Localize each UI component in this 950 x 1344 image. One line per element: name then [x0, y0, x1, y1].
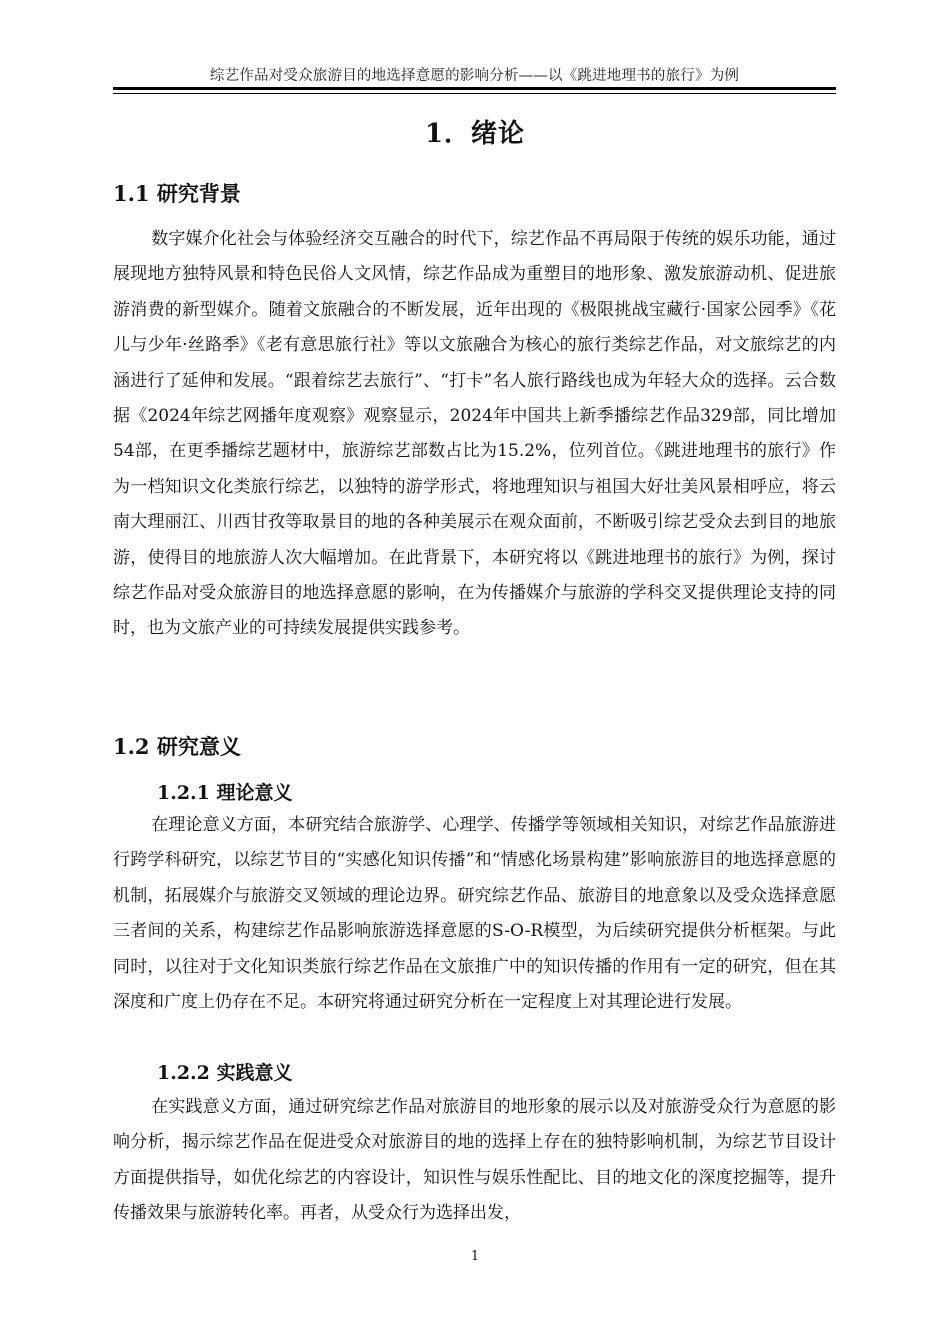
section-heading-1-1: 1.1 研究背景 [113, 181, 241, 206]
paragraph-research-background: 数字媒介化社会与体验经济交互融合的时代下，综艺作品不再局限于传统的娱乐功能，通过展现地方独特风景和特色民俗人文风情，综艺作品成为重塑目的地形象、激发旅游动机、促进旅游消费的新型媒介。随着文旅融合的不断发展，近年出现的《极限挑战宝藏行·国家公园季》《花儿与少年·丝路季》《老有意思旅行社》等以文旅融合为核心的旅行类综艺作品，对文旅综艺的内涵进行了延伸和发展。“跟着综艺去旅行”、“打卡”名人旅行路线也成为年轻大众的选择。云合数据《2024年综艺网播年度观察》观察显示，2024年中国共上新季播综艺作品329部，同比增加54部，在更季播综艺题材中，旅游综艺部数占比为15.2%，位列首位。《跳进地理书的旅行》作为一档知识文化类旅行综艺，以独特的游学形式，将地理知识与祖国大好壮美风景相呼应，将云南大理丽江、川西甘孜等取景目的地的各种美展示在观众面前，不断吸引综艺受众去到目的地旅游，使得目的地旅游人次大幅增加。在此背景下，本研究将以《跳进地理书的旅行》为例，探讨综艺作品对受众旅游目的地选择意愿的影响，在为传播媒介与旅游的学科交叉提供理论支持的同时，也为文旅产业的可持续发展提供实践参考。 [113, 229, 836, 639]
page-number: 1 [470, 1249, 480, 1264]
subsection-heading-1-2-1: 1.2.1 理论意义 [157, 782, 293, 804]
header-rule-thin [113, 93, 836, 94]
paragraph-practical-significance: 在实践意义方面，通过研究综艺作品对旅游目的地形象的展示以及对旅游受众行为意愿的影响分析，揭示综艺作品在促进受众对旅游目的地的选择上存在的独特影响机制，为综艺节目设计方面提供指导，如优化综艺的内容设计，知识性与娱乐性配比、目的地文化的深度挖掘等，提升传播效果与旅游转化率。再者，从受众行为选择出发， [113, 1097, 836, 1224]
paragraph-theoretical-significance: 在理论意义方面，本研究结合旅游学、心理学、传播学等领域相关知识，对综艺作品旅游进行跨学科研究，以综艺节目的“实感化知识传播”和“情感化场景构建”影响旅游目的地选择意愿的机制，拓展媒介与旅游交叉领域的理论边界。研究综艺作品、旅游目的地意象以及受众选择意愿三者间的关系，构建综艺作品影响旅游选择意愿的S-O-R模型，为后续研究提供分析框架。与此同时，以往对于文化知识类旅行综艺作品在文旅推广中的知识传播的作用有一定的研究，但在其深度和广度上仍存在不足。本研究将通过研究分析在一定程度上对其理论进行发展。 [113, 815, 836, 1013]
subsection-heading-1-2-2: 1.2.2 实践意义 [157, 1062, 293, 1084]
section-heading-1-2: 1.2 研究意义 [113, 734, 241, 759]
running-header: 综艺作品对受众旅游目的地选择意愿的影响分析——以《跳进地理书的旅行》为例 [209, 68, 740, 84]
header-rule-thick [113, 87, 836, 90]
chapter-title: 1．绪论 [424, 119, 526, 149]
